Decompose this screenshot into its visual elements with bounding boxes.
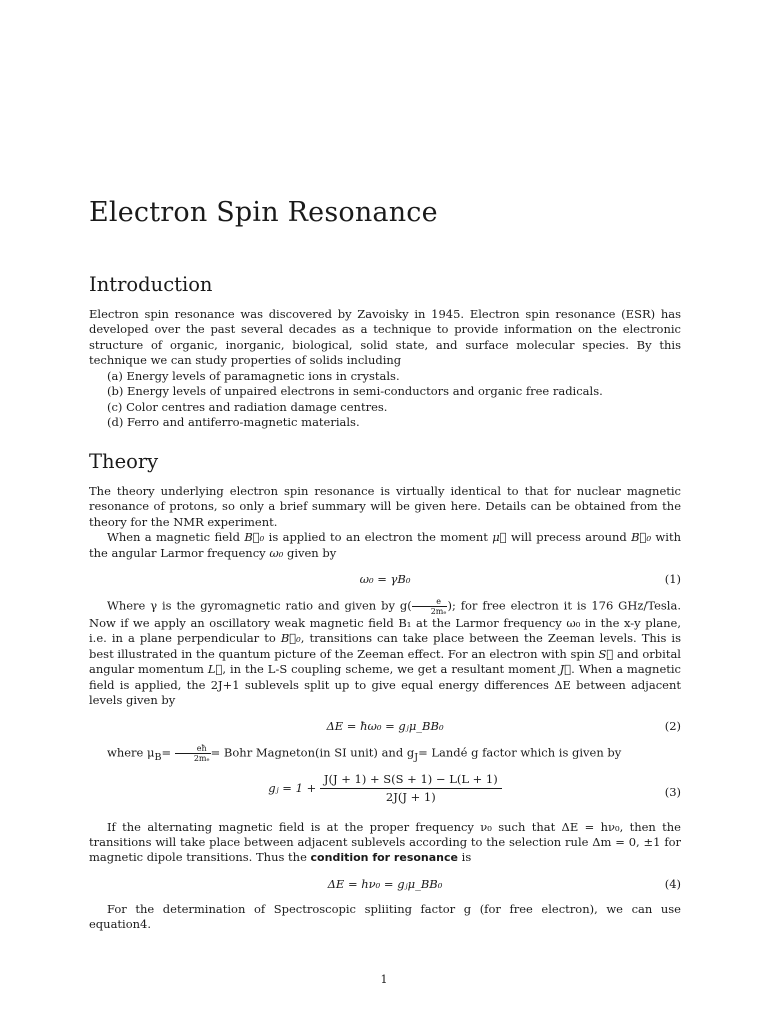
fraction: $\frac{J(J + 1) + S(S + 1) - L(L + 1)}{2J(J + 1)}$ (320, 772, 502, 805)
equation-number: (4) (664, 876, 681, 891)
equation-1: ω₀ = γB₀ (1) (89, 568, 681, 590)
equation-number: (1) (664, 572, 681, 587)
fraction: $\frac{eħ}{\text{2mₑ}}$ (175, 744, 211, 763)
theory-paragraph-4: where $\mu_B=$ $\frac{eħ}{\text{2mₑ}}$ = Bohr Magneton(in SI unit) and $g_J=$ Landé g factor which is given by (107, 744, 622, 764)
page-number: 1 (380, 973, 388, 986)
theory-paragraph-5: If the alternating magnetic field is at the proper frequency ν₀ such that ΔE = hν₀, then the transitions will take place between adjacent sublevels according to the selection rule Δm = 0, ±1 for magnetic dipole transitions. Thus the condition for resonance is (89, 819, 681, 865)
section-heading-theory: Theory (89, 450, 159, 473)
properties-list (107, 369, 681, 431)
list-item: (c) Color centres and radiation damage centres. (107, 399, 388, 414)
intro-paragraph: Electron spin resonance was discovered by Zavoisky in 1945. Electron spin resonance (ESR) has developed over the past several decades as a technique to provide information on the electronic structure of organic, inorganic, biological, solid state, and surface molecular species. By this technique we can study properties of solids including (89, 307, 681, 368)
theory-paragraph-3: Where γ is the gyromagnetic ratio and given by g( $\frac{e}{\text{2mₑ}}$ ); for free electron it is 176 GHz/Tesla. Now if we apply an oscillatory weak magnetic field B₁ at the Larmor frequency ω₀ in the x-y plane, i.e. in a plane perpendicular to B⃗₀, transitions can take place between the Zeeman levels. This is best illustrated in the quantum picture of the Zeeman effect. For an electron with spin S⃗ and orbital angular momentum L⃗, in the L-S coupling scheme, we get a resultant moment J⃗. When a magnetic field is applied, the 2J+1 sublevels split up to give equal energy differences ΔE between adjacent levels given by (89, 597, 682, 708)
equation-2: ΔE = ħω₀ = gⱼμ_BB₀ (2) (89, 715, 681, 737)
fraction: $\frac{e}{\text{2mₑ}}$ (412, 597, 448, 616)
equation-3: gⱼ = 1 + $\frac{J(J + 1) + S(S + 1) - L(L + 1)}{2J(J + 1)}$ (3) (268, 771, 681, 804)
document-content (89, 196, 681, 933)
equation-4: ΔE = hν₀ = gⱼμ_BB₀ (4) (89, 873, 681, 895)
list-item: (b) Energy levels of unpaired electrons in semi-conductors and organic free radicals. (107, 384, 603, 399)
section-heading-introduction: Introduction (89, 273, 213, 296)
theory-paragraph-2: When a magnetic field B⃗₀ is applied to an electron the moment μ⃗ will precess around B⃗₀ with the angular Larmor frequency ω₀ given by (89, 530, 681, 560)
theory-paragraph-1: The theory underlying electron spin resonance is virtually identical to that for nuclear magnetic resonance of protons, so only a brief summary will be given here. Details can be obtained from the theory for the NMR experiment. (89, 484, 681, 529)
theory-paragraph-6: For the determination of Spectroscopic spliiting factor g (for free electron), we can use equation4. (89, 901, 681, 932)
list-item: (a) Energy levels of paramagnetic ions in crystals. (107, 368, 400, 383)
equation-number: (3) (664, 784, 681, 799)
equation-number: (2) (664, 719, 681, 734)
list-item: (d) Ferro and antiferro-magnetic materials. (107, 415, 360, 430)
document-title: Electron Spin Resonance (89, 197, 438, 228)
